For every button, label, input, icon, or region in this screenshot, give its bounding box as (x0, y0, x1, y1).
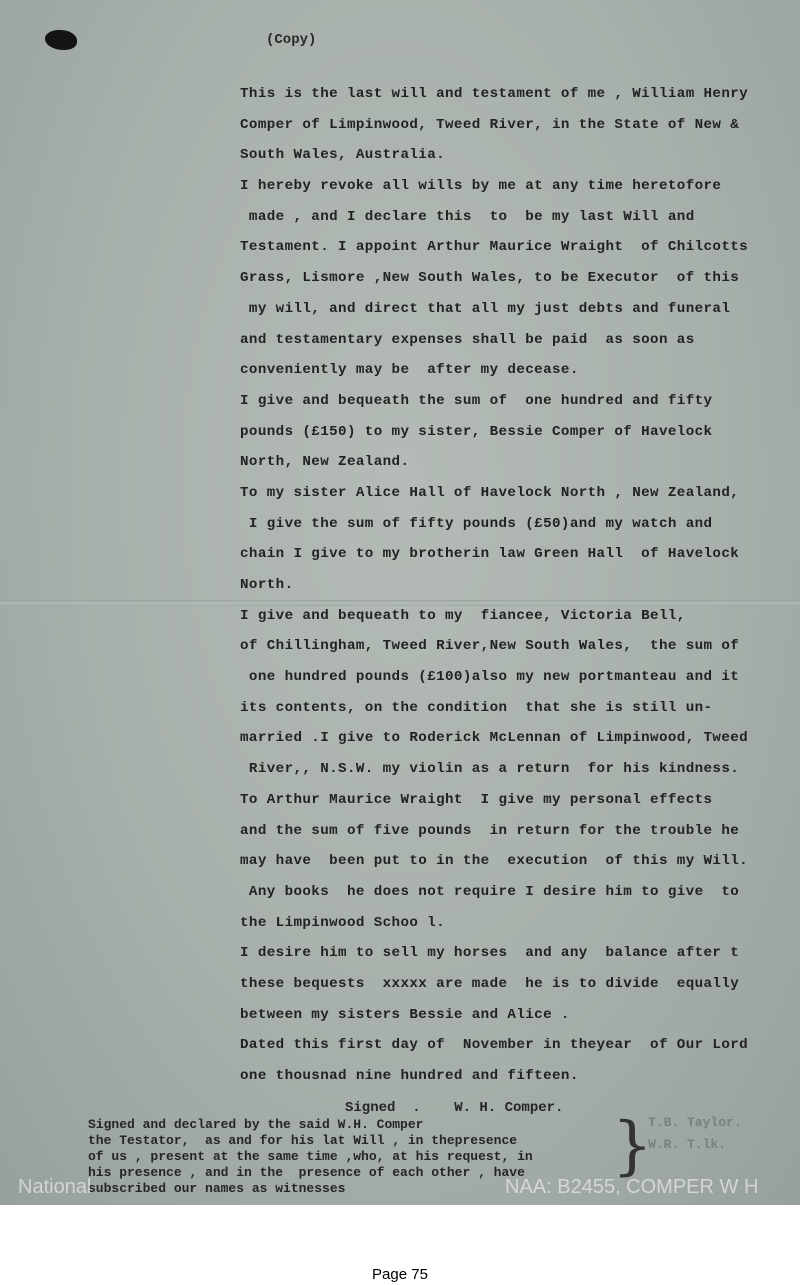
will-line: To my sister Alice Hall of Havelock North , New Zealand, (240, 484, 740, 501)
signed-line: Signed . W. H. Comper. (345, 1100, 564, 1116)
will-line: This is the last will and testament of me , William Henry (240, 86, 749, 102)
attestation-line: the Testator, as and for his lat Will , in thepresence (88, 1133, 518, 1148)
will-body (240, 84, 785, 1097)
will-line: one hundred pounds (£100)also my new portmanteau and it (240, 669, 740, 686)
will-line: between my sisters Bessie and Alice . (240, 1006, 570, 1023)
will-line: Comper of Limpinwood, Tweed River, in the State of New & (240, 116, 740, 133)
attestation-line: of us , present at the same time ,who, at his request, in (88, 1149, 533, 1164)
will-line: conveniently may be after my decease. (240, 362, 579, 379)
will-line: its contents, on the condition that she is still un- (240, 699, 713, 716)
attestation-line: subscribed our names as witnesses (88, 1181, 346, 1196)
will-line: I give and bequeath to my fiancee, Victoria Bell, (240, 607, 686, 624)
will-line: I desire him to sell my horses and any balance after t (240, 945, 740, 962)
will-line: married .I give to Roderick McLennan of Limpinwood, Tweed (240, 730, 749, 747)
brace-icon: } (612, 1109, 653, 1183)
page-number: Page 75 (372, 1266, 428, 1283)
will-line: Grass, Lismore ,New South Wales, to be Executor of this (240, 270, 740, 287)
will-line: Testament. I appoint Arthur Maurice Wraight of Chilcotts (240, 239, 749, 256)
witness-signatures (648, 1112, 742, 1156)
witness-name: T.B. Taylor. (648, 1115, 742, 1130)
will-line: I hereby revoke all wills by me at any time heretofore (240, 178, 722, 195)
will-line: chain I give to my brotherin law Green Hall of Havelock (240, 546, 740, 563)
attestation-line: Signed and declared by the said W.H. Comper (88, 1117, 424, 1132)
will-line: of Chillingham, Tweed River,New South Wales, the sum of (240, 638, 740, 655)
will-line: I give and bequeath the sum of one hundred and fifty (240, 392, 713, 409)
will-line: and testamentary expenses shall be paid as soon as (240, 331, 695, 348)
will-line: one thousnad nine hundred and fifteen. (240, 1068, 579, 1084)
will-line: and the sum of five pounds in return for the trouble he (240, 822, 740, 839)
will-line: North, New Zealand. (240, 454, 410, 471)
will-line: South Wales, Australia. (240, 147, 446, 164)
will-line: Dated this first day of November in theyear of Our Lord (240, 1037, 749, 1054)
witness-name: W.R. T.lk. (648, 1137, 727, 1152)
will-line: may have been put to in the execution of this my Will. (240, 853, 749, 870)
copy-mark: (Copy) (266, 32, 317, 48)
watermark-right: NAA: B2455, COMPER W H (505, 1176, 759, 1198)
will-line: the Limpinwood Schoo l. (240, 914, 446, 931)
will-line: Any books he does not require I desire him to give to (240, 883, 740, 900)
will-line: I give the sum of fifty pounds (£50)and my watch and (240, 515, 713, 532)
watermark-left: National (18, 1176, 92, 1198)
will-line: these bequests xxxxx are made he is to divide equally (240, 975, 740, 992)
will-line: North. (240, 577, 294, 593)
ink-blot (45, 30, 77, 50)
will-line: made , and I declare this to be my last Will and (240, 208, 695, 225)
will-line: my will, and direct that all my just debts and funeral (240, 300, 731, 317)
will-line: River,, N.S.W. my violin as a return for his kindness. (240, 761, 740, 778)
will-line: pounds (£150) to my sister, Bessie Comper of Havelock (240, 423, 713, 440)
attestation-line: his presence , and in the presence of each other , have (88, 1165, 525, 1180)
will-line: To Arthur Maurice Wraight I give my personal effects (240, 791, 713, 808)
